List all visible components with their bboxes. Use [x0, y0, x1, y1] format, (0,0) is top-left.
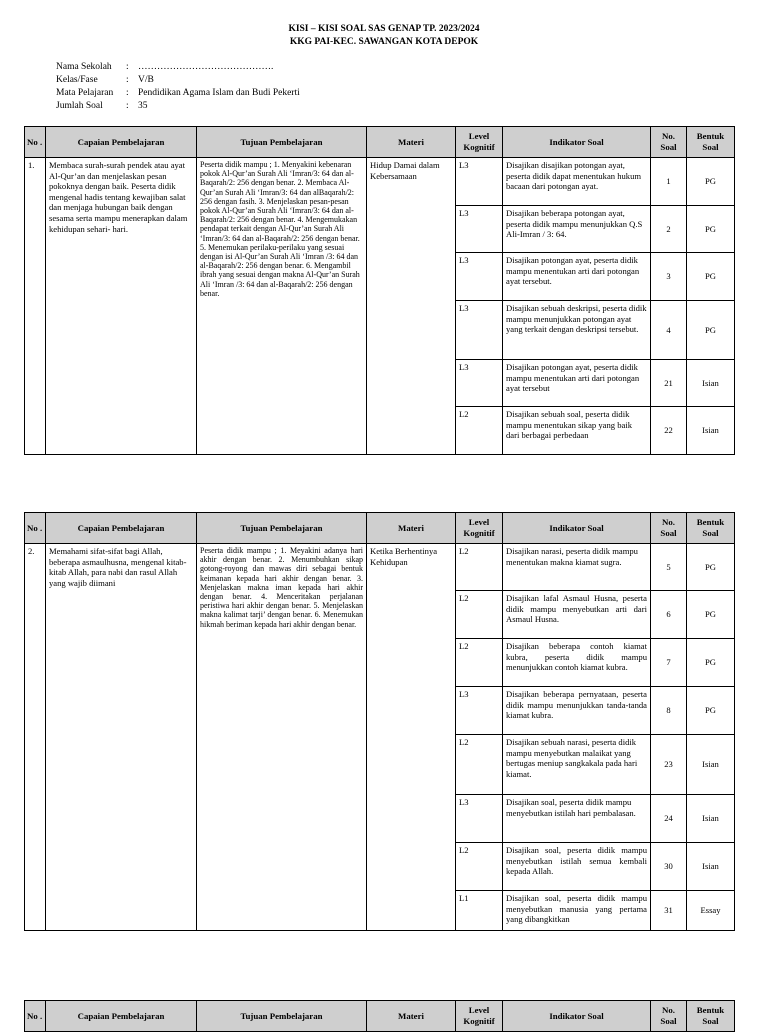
no-soal-cell: 30	[651, 843, 687, 891]
table-row	[25, 158, 735, 206]
indikator-cell: Disajikan sebuah soal, peserta didik mampu menentukan sikap yang baik dari berbagai perbedaan	[503, 407, 651, 455]
no-soal-cell: 7	[651, 639, 687, 687]
bentuk-cell: Isian	[687, 843, 735, 891]
no-soal-cell: 24	[651, 795, 687, 843]
bentuk-cell: PG	[687, 158, 735, 206]
table-header-row	[25, 1001, 735, 1032]
bentuk-cell: PG	[687, 639, 735, 687]
bentuk-cell: Isian	[687, 360, 735, 407]
bentuk-cell: Isian	[687, 407, 735, 455]
row-number: 1.	[25, 158, 46, 455]
indikator-cell: Disajikan disajikan potongan ayat, peserta didik dapat menentukan hukum bacaan dari potongan ayat.	[503, 158, 651, 206]
col-no-soal: No. Soal	[651, 1001, 687, 1032]
level-cell: L2	[456, 591, 503, 639]
col-bentuk: Bentuk Soal	[687, 513, 735, 544]
col-capaian: Capaian Pembelajaran	[46, 513, 197, 544]
col-indikator: Indikator Soal	[503, 513, 651, 544]
level-cell: L1	[456, 891, 503, 931]
table-row	[25, 544, 735, 591]
no-soal-cell: 23	[651, 735, 687, 795]
level-cell: L2	[456, 735, 503, 795]
level-cell: L2	[456, 639, 503, 687]
materi-text: Hidup Damai dalam Kebersamaan	[367, 158, 456, 455]
no-soal-cell: 5	[651, 544, 687, 591]
bentuk-cell: Isian	[687, 795, 735, 843]
document-title: KISI – KISI SOAL SAS GENAP TP. 2023/2024	[288, 24, 480, 34]
bentuk-cell: PG	[687, 301, 735, 360]
info-row: Nama Sekolah : …………………………………….	[56, 62, 274, 72]
level-cell: L2	[456, 407, 503, 455]
bentuk-cell: PG	[687, 544, 735, 591]
document-subtitle: KKG PAI-KEC. SAWANGAN KOTA DEPOK	[289, 37, 479, 47]
indikator-cell: Disajikan potongan ayat, peserta didik mampu menentukan arti dari potongan ayat tersebut	[503, 360, 651, 407]
indikator-cell: Disajikan beberapa potongan ayat, peserta didik mampu menunjukkan Q.S Ali-Imran / 3: 64.	[503, 206, 651, 253]
bentuk-cell: Essay	[687, 891, 735, 931]
indikator-cell: Disajikan beberapa contoh kiamat kubra, peserta didik mampu menunjukkan contoh kiamat kubra.	[503, 639, 651, 687]
indikator-cell: Disajikan soal, peserta didik mampu menyebutkan istilah hari pembalasan.	[503, 795, 651, 843]
level-cell: L3	[456, 158, 503, 206]
no-soal-cell: 8	[651, 687, 687, 735]
table-header-row	[25, 127, 735, 158]
no-soal-cell: 22	[651, 407, 687, 455]
indikator-cell: Disajikan sebuah deskripsi, peserta didik mampu menunjukkan potongan ayat yang terkait dengan deskripsi tersebut.	[503, 301, 651, 360]
col-tujuan: Tujuan Pembelajaran	[197, 1001, 367, 1032]
table-header-row	[25, 513, 735, 544]
level-cell: L3	[456, 687, 503, 735]
indikator-cell: Disajikan narasi, peserta didik mampu menentukan makna kiamat sugra.	[503, 544, 651, 591]
no-soal-cell: 3	[651, 253, 687, 301]
no-soal-cell: 1	[651, 158, 687, 206]
col-no: No .	[25, 513, 46, 544]
col-level: Level Kognitif	[456, 513, 503, 544]
col-indikator: Indikator Soal	[503, 127, 651, 158]
indikator-cell: Disajikan potongan ayat, peserta didik mampu menentukan arti dari potongan ayat tersebut.	[503, 253, 651, 301]
bentuk-cell: PG	[687, 591, 735, 639]
tujuan-text: Peserta didik mampu ; 1. Menyakini kebenaran pokok Al-Qur’an Surah Ali ‘Imran/3: 64 dan al-Baqarah/2: 256 dengan benar. 2. Membaca Al-Qur’an Surah Ali ‘Imran/3: 64 dan alBaqarah/2: 256 dengan fasih. 3. Menjelaskan pesan-pesan pokok Al-Qur’an Surah Ali ‘Imran/3: 64 dan al-Baqarah/2: 256 dengan benar. 4. Mengemukakan pendapat terkait dengan Al-Qur’an Surah Ali ‘Imran/3: 64 dan al-Baqarah/2: 256 dengan benar. 5. Menemukan perilaku-perilaku yang sesuai dengan isi Al-Qur’an Surah Ali ‘Imran /3: 64 dan al-Baqarah/2: 256 dengan benar. 6. Mengambil ibrah yang sesuai dengan makna Al-Qur’an Surah Ali ‘Imran /3: 64 dan al-Baqarah/2: 256 dengan benar.	[197, 158, 367, 455]
indikator-cell: Disajikan soal, peserta didik mampu menyebutkan istilah semua kembali kepada Allah.	[503, 843, 651, 891]
no-soal-cell: 4	[651, 301, 687, 360]
no-soal-cell: 31	[651, 891, 687, 931]
level-cell: L2	[456, 843, 503, 891]
tujuan-text: Peserta didik mampu ; 1. Meyakini adanya hari akhir dengan benar. 2. Menumbuhkan sikap gotong-royong dan mawas diri sebagai bentuk keimanan kepada hari akhir dengan benar. 3. Menjelaskan makna iman kepada hari akhir dengan benar. 4. Menceritakan perjalanan peristiwa hari akhir dengan benar. 5. Menjelaskan makna kalimat tarji’ dengan benar. 6. Menemukan hikmah beriman kepada hari akhir dengan benar.	[197, 544, 367, 931]
level-cell: L3	[456, 301, 503, 360]
indikator-cell: Disajikan soal, peserta didik mampu menyebutkan manusia yang pertama yang dibangkitkan	[503, 891, 651, 931]
school-info	[56, 61, 300, 113]
level-cell: L3	[456, 206, 503, 253]
capaian-text: Membaca surah-surah pendek atau ayat Al-Qur’an dan menjelaskan pesan pokoknya dengan baik. Peserta didik mengenal hadis tentang kewajiban salat dan menjaga hubungan baik dengan sesama serta mampu menerapkan dalam kehidupan sehari- hari.	[46, 158, 197, 455]
col-no: No .	[25, 1001, 46, 1032]
col-bentuk: Bentuk Soal	[687, 127, 735, 158]
bentuk-cell: PG	[687, 253, 735, 301]
col-level: Level Kognitif	[456, 127, 503, 158]
bentuk-cell: Isian	[687, 735, 735, 795]
col-materi: Materi	[367, 1001, 456, 1032]
no-soal-cell: 6	[651, 591, 687, 639]
col-capaian: Capaian Pembelajaran	[46, 1001, 197, 1032]
capaian-text: Memahami sifat-sifat bagi Allah, beberapa asmaulhusna, mengenal kitab-kitab Allah, para nabi dan rasul Allah yang wajib diimani	[46, 544, 197, 931]
indikator-cell: Disajikan lafal Asmaul Husna, peserta didik mampu menyebutkan arti dari Asmaul Husna.	[503, 591, 651, 639]
col-no-soal: No. Soal	[651, 127, 687, 158]
col-level: Level Kognitif	[456, 1001, 503, 1032]
bentuk-cell: PG	[687, 687, 735, 735]
info-row: Kelas/Fase : V/B	[56, 75, 154, 85]
col-no: No .	[25, 127, 46, 158]
info-row: Mata Pelajaran : Pendidikan Agama Islam dan Budi Pekerti	[56, 88, 300, 98]
kisi-table-3	[24, 1000, 735, 1032]
kisi-table-1	[24, 126, 735, 455]
level-cell: L2	[456, 544, 503, 591]
col-no-soal: No. Soal	[651, 513, 687, 544]
col-materi: Materi	[367, 513, 456, 544]
materi-text: Ketika Berhentinya Kehidupan	[367, 544, 456, 931]
col-materi: Materi	[367, 127, 456, 158]
level-cell: L3	[456, 795, 503, 843]
col-bentuk: Bentuk Soal	[687, 1001, 735, 1032]
col-capaian: Capaian Pembelajaran	[46, 127, 197, 158]
info-row: Jumlah Soal : 35	[56, 101, 148, 111]
row-number: 2.	[25, 544, 46, 931]
indikator-cell: Disajikan sebuah narasi, peserta didik mampu menyebutkan malaikat yang bertugas meniup sangkakala pada hari kiamat.	[503, 735, 651, 795]
level-cell: L3	[456, 360, 503, 407]
col-indikator: Indikator Soal	[503, 1001, 651, 1032]
no-soal-cell: 21	[651, 360, 687, 407]
no-soal-cell: 2	[651, 206, 687, 253]
bentuk-cell: PG	[687, 206, 735, 253]
indikator-cell: Disajikan beberapa pernyataan, peserta didik mampu menunjukkan tanda-tanda kiamat kubra.	[503, 687, 651, 735]
kisi-table-2	[24, 512, 735, 931]
level-cell: L3	[456, 253, 503, 301]
col-tujuan: Tujuan Pembelajaran	[197, 127, 367, 158]
col-tujuan: Tujuan Pembelajaran	[197, 513, 367, 544]
